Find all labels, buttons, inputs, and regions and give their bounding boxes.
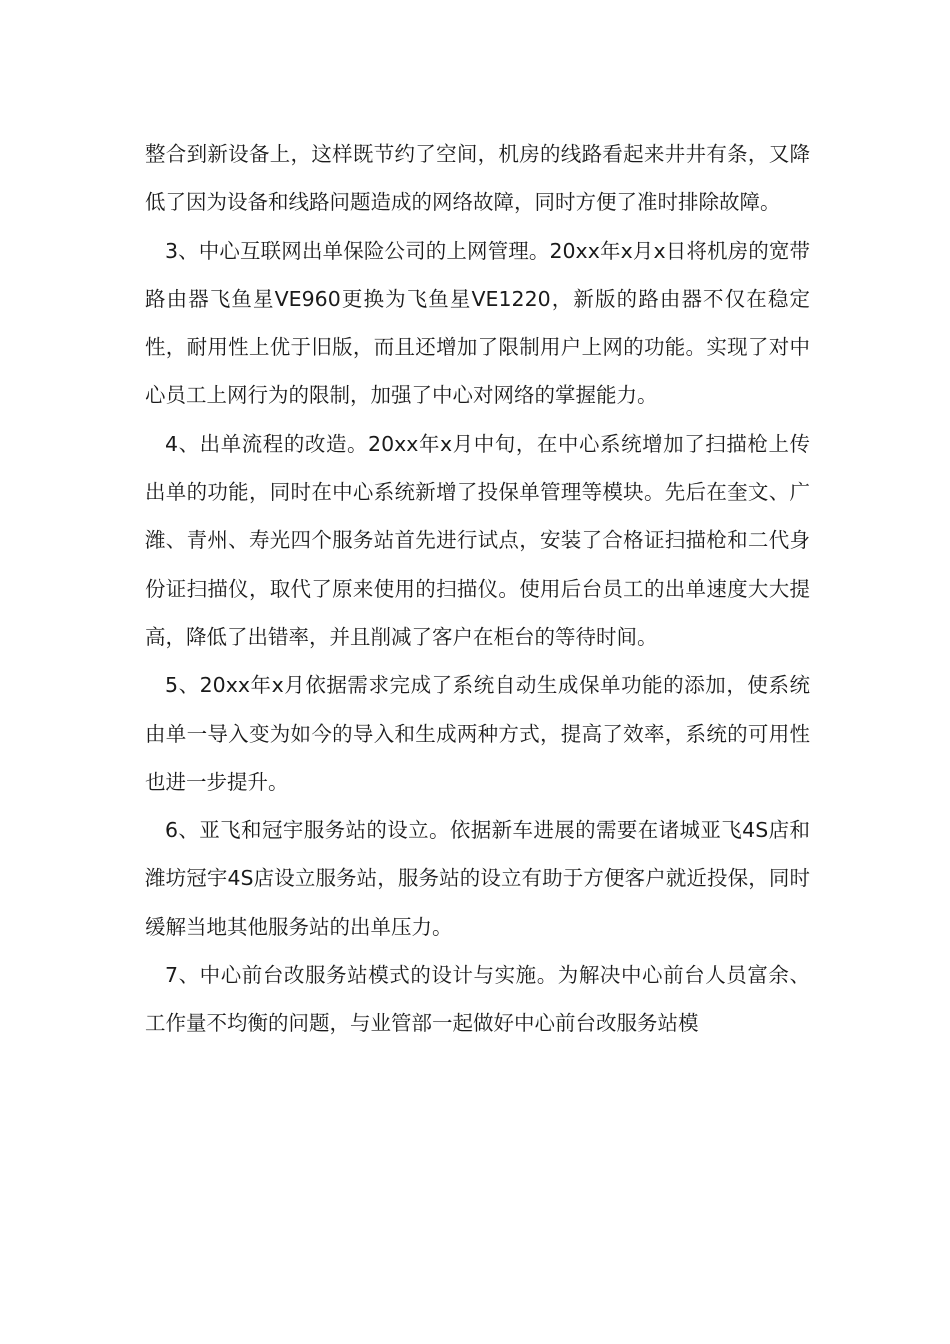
paragraph-item-7: 7、中心前台改服务站模式的设计与实施。为解决中心前台人员富余、工作量不均衡的问题，与业管部一起做好中心前台改服务站模 [145,963,810,1036]
paragraph-item-6: 6、亚飞和冠宇服务站的设立。依据新车进展的需要在诸城亚飞4S店和潍坊冠宇4S店设立服务站，服务站的设立有助于方便客户就近投保，同时缓解当地其他服务站的出单压力。 [145,818,810,939]
paragraph-item-3: 3、中心互联网出单保险公司的上网管理。20xx年x月x日将机房的宽带路由器飞鱼星VE960更换为飞鱼星VE1220，新版的路由器不仅在稳定性，耐用性上优于旧版，而且还增加了限制用户上网的功能。实现了对中心员工上网行为的限制，加强了中心对网络的掌握能力。 [145,238,810,408]
paragraph-item-5: 5、20xx年x月依据需求完成了系统自动生成保单功能的添加，使系统由单一导入变为如今的导入和生成两种方式，提高了效率，系统的可用性也进一步提升。 [145,673,810,794]
paragraph-item-4: 4、出单流程的改造。20xx年x月中旬，在中心系统增加了扫描枪上传出单的功能，同时在中心系统新增了投保单管理等模块。先后在奎文、广潍、青州、寿光四个服务站首先进行试点，安装了合格证扫描枪和二代身份证扫描仪，取代了原来使用的扫描仪。使用后台员工的出单速度大大提高，降低了出错率，并且削减了客户在柜台的等待时间。 [145,431,810,649]
paragraph-continuation: 整合到新设备上，这样既节约了空间，机房的线路看起来井井有条，又降低了因为设备和线路问题造成的网络故障，同时方便了准时排除故障。 [145,142,810,215]
document-body [145,130,810,1048]
